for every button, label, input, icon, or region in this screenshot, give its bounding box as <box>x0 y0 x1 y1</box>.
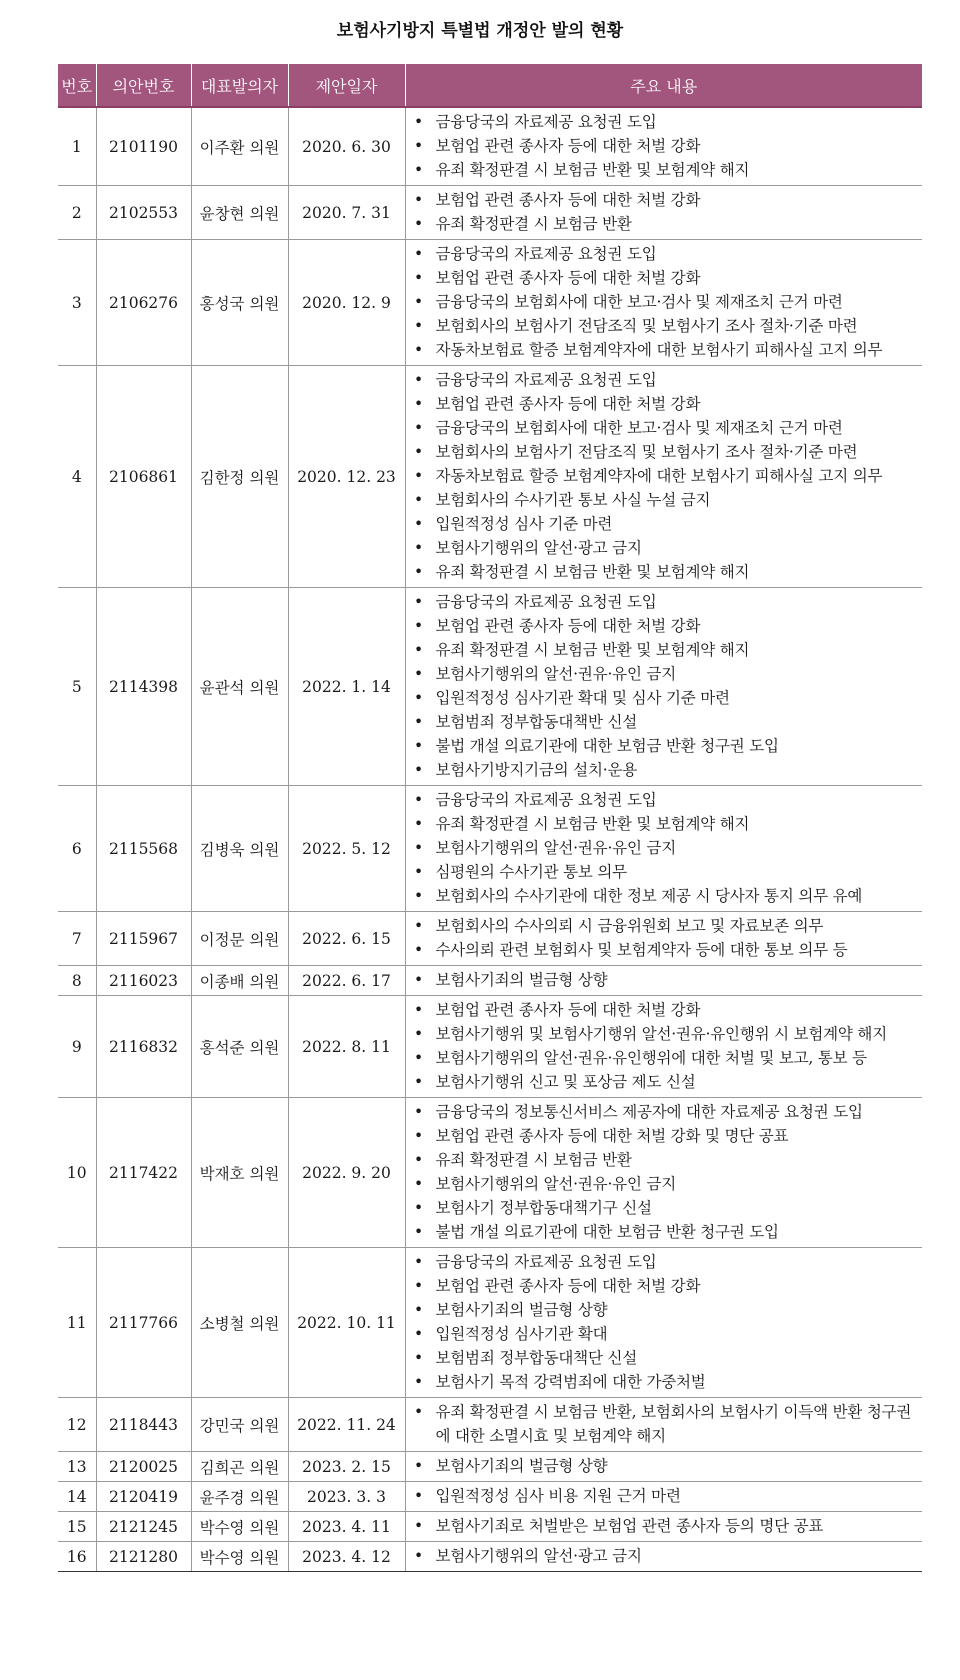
list-item <box>412 710 923 734</box>
bullet-icon: • <box>414 791 423 809</box>
bill-number: 2120419 <box>96 1482 191 1512</box>
list-item-text: 보험업 관련 종사자 등에 대한 처벌 강화 <box>435 137 701 155</box>
list-item-text: 불법 개설 의료기관에 대한 보험금 반환 청구권 도입 <box>435 737 779 755</box>
list-item <box>412 134 923 158</box>
list-item <box>412 158 923 182</box>
bullet-icon: • <box>414 1373 423 1391</box>
proposal-date: 2023. 3. 3 <box>288 1482 405 1512</box>
bullet-icon: • <box>414 761 423 779</box>
list-item <box>412 1250 923 1274</box>
header-sponsor: 대표발의자 <box>191 64 288 107</box>
table-row <box>58 240 922 366</box>
row-number: 11 <box>58 1248 96 1398</box>
list-item-text: 보험사기 정부합동대책기구 신설 <box>435 1199 652 1217</box>
list-item <box>412 1370 923 1394</box>
list-item <box>412 1400 923 1448</box>
bullet-icon: • <box>414 839 423 857</box>
bullet-icon: • <box>414 1025 423 1043</box>
row-number: 7 <box>58 912 96 966</box>
proposal-date: 2022. 1. 14 <box>288 588 405 786</box>
list-item <box>412 1148 923 1172</box>
bullet-icon: • <box>414 1301 423 1319</box>
list-item <box>412 884 923 908</box>
list-item-text: 보험업 관련 종사자 등에 대한 처벌 강화 및 명단 공표 <box>435 1127 789 1145</box>
list-item <box>412 512 923 536</box>
list-item-text: 보험사기방지기금의 설치·운용 <box>435 761 638 779</box>
bullet-icon: • <box>414 215 423 233</box>
content-list <box>406 1398 923 1451</box>
list-item <box>412 1484 923 1508</box>
list-item-text: 보험사기 목적 강력범죄에 대한 가중처벌 <box>435 1373 706 1391</box>
row-number: 15 <box>58 1512 96 1542</box>
list-item <box>412 734 923 758</box>
bullet-icon: • <box>414 443 423 461</box>
table-row <box>58 1452 922 1482</box>
list-item <box>412 1454 923 1478</box>
list-item-text: 금융당국의 자료제공 요청권 도입 <box>435 113 657 131</box>
sponsor: 박수영 의원 <box>191 1512 288 1542</box>
table-row <box>58 366 922 588</box>
list-item-text: 입원적정성 심사기관 확대 및 심사 기준 마련 <box>435 689 730 707</box>
bullet-icon: • <box>414 515 423 533</box>
list-item-text: 유죄 확정판결 시 보험금 반환 및 보험계약 해지 <box>435 815 750 833</box>
content-list <box>406 1512 923 1541</box>
sponsor: 김한정 의원 <box>191 366 288 588</box>
bill-number: 2116023 <box>96 966 191 996</box>
proposal-date: 2023. 4. 12 <box>288 1542 405 1572</box>
bullet-icon: • <box>414 191 423 209</box>
list-item-text: 보험업 관련 종사자 등에 대한 처벌 강화 <box>435 191 701 209</box>
bullet-icon: • <box>414 941 423 959</box>
bill-number: 2106276 <box>96 240 191 366</box>
list-item <box>412 338 923 362</box>
row-number: 8 <box>58 966 96 996</box>
list-item-text: 보험범죄 정부합동대책단 신설 <box>435 1349 638 1367</box>
content-list <box>406 366 923 587</box>
proposal-date: 2020. 12. 23 <box>288 366 405 588</box>
bullet-icon: • <box>414 665 423 683</box>
row-number: 5 <box>58 588 96 786</box>
content-list <box>406 1452 923 1481</box>
table-row <box>58 588 922 786</box>
main-content <box>405 966 922 996</box>
table-row <box>58 1398 922 1452</box>
bill-number: 2115967 <box>96 912 191 966</box>
main-content <box>405 1098 922 1248</box>
table-row <box>58 107 922 186</box>
table-row <box>58 1482 922 1512</box>
bill-number: 2106861 <box>96 366 191 588</box>
content-list <box>406 1098 923 1247</box>
bullet-icon: • <box>414 1049 423 1067</box>
bullet-icon: • <box>414 917 423 935</box>
proposal-date: 2023. 2. 15 <box>288 1452 405 1482</box>
list-item-text: 보험업 관련 종사자 등에 대한 처벌 강화 <box>435 617 701 635</box>
bill-number: 2115568 <box>96 786 191 912</box>
main-content <box>405 912 922 966</box>
list-item <box>412 1172 923 1196</box>
proposal-date: 2022. 11. 24 <box>288 1398 405 1452</box>
bullet-icon: • <box>414 467 423 485</box>
row-number: 10 <box>58 1098 96 1248</box>
row-number: 12 <box>58 1398 96 1452</box>
list-item-text: 보험업 관련 종사자 등에 대한 처벌 강화 <box>435 269 701 287</box>
list-item-text: 보험회사의 수사기관 통보 사실 누설 금지 <box>435 491 711 509</box>
bullet-icon: • <box>414 563 423 581</box>
list-item-text: 보험업 관련 종사자 등에 대한 처벌 강화 <box>435 395 701 413</box>
row-number: 13 <box>58 1452 96 1482</box>
list-item-text: 보험사기죄의 벌금형 상향 <box>435 1301 608 1319</box>
list-item-text: 금융당국의 자료제공 요청권 도입 <box>435 791 657 809</box>
list-item-text: 유죄 확정판결 시 보험금 반환, 보험회사의 보험사기 이득액 반환 청구권에 대한 소멸시효 및 보험계약 해지 <box>435 1403 912 1445</box>
list-item <box>412 1220 923 1244</box>
list-item-text: 보험업 관련 종사자 등에 대한 처벌 강화 <box>435 1001 701 1019</box>
list-item <box>412 188 923 212</box>
content-list <box>406 912 923 965</box>
header-proposal-date: 제안일자 <box>288 64 405 107</box>
list-item <box>412 638 923 662</box>
bullet-icon: • <box>414 1223 423 1241</box>
content-list <box>406 588 923 785</box>
list-item <box>412 812 923 836</box>
table-body <box>58 107 922 1572</box>
list-item <box>412 938 923 962</box>
main-content <box>405 588 922 786</box>
bullet-icon: • <box>414 1457 423 1475</box>
content-list <box>406 240 923 365</box>
list-item-text: 보험범죄 정부합동대책반 신설 <box>435 713 638 731</box>
row-number: 16 <box>58 1542 96 1572</box>
list-item <box>412 464 923 488</box>
proposal-date: 2022. 5. 12 <box>288 786 405 912</box>
sponsor: 이주환 의원 <box>191 107 288 186</box>
main-content <box>405 786 922 912</box>
header-bill-number: 의안번호 <box>96 64 191 107</box>
bill-number: 2102553 <box>96 186 191 240</box>
list-item-text: 유죄 확정판결 시 보험금 반환 및 보험계약 해지 <box>435 161 750 179</box>
list-item-text: 보험회사의 수사기관에 대한 정보 제공 시 당사자 통지 의무 유예 <box>435 887 863 905</box>
list-item <box>412 416 923 440</box>
row-number: 6 <box>58 786 96 912</box>
list-item <box>412 860 923 884</box>
list-item-text: 보험사기행위의 알선·권유·유인 금지 <box>435 1175 677 1193</box>
main-content <box>405 107 922 186</box>
sponsor: 윤관석 의원 <box>191 588 288 786</box>
table-row <box>58 1542 922 1572</box>
row-number: 2 <box>58 186 96 240</box>
list-item-text: 보험회사의 보험사기 전담조직 및 보험사기 조사 절차·기준 마련 <box>435 443 858 461</box>
list-item-text: 보험회사의 수사의뢰 시 금융위원회 보고 및 자료보존 의무 <box>435 917 824 935</box>
row-number: 1 <box>58 107 96 186</box>
list-item-text: 금융당국의 자료제공 요청권 도입 <box>435 245 657 263</box>
content-list <box>406 1248 923 1397</box>
bullet-icon: • <box>414 1325 423 1343</box>
bullet-icon: • <box>414 1277 423 1295</box>
main-content <box>405 1512 922 1542</box>
sponsor: 이종배 의원 <box>191 966 288 996</box>
bullet-icon: • <box>414 539 423 557</box>
sponsor: 홍성국 의원 <box>191 240 288 366</box>
content-list <box>406 786 923 911</box>
list-item <box>412 560 923 584</box>
bullet-icon: • <box>414 419 423 437</box>
row-number: 4 <box>58 366 96 588</box>
main-content <box>405 1542 922 1572</box>
list-item-text: 보험사기행위의 알선·권유·유인 금지 <box>435 839 677 857</box>
bullet-icon: • <box>414 269 423 287</box>
list-item <box>412 1322 923 1346</box>
list-item <box>412 242 923 266</box>
bullet-icon: • <box>414 1175 423 1193</box>
list-item <box>412 788 923 812</box>
list-item <box>412 488 923 512</box>
list-item-text: 보험사기죄로 처벌받은 보험업 관련 종사자 등의 명단 공표 <box>435 1517 824 1535</box>
bill-number: 2114398 <box>96 588 191 786</box>
proposal-date: 2020. 6. 30 <box>288 107 405 186</box>
bullet-icon: • <box>414 1103 423 1121</box>
bullet-icon: • <box>414 161 423 179</box>
table-header <box>58 64 922 107</box>
sponsor: 박수영 의원 <box>191 1542 288 1572</box>
bullet-icon: • <box>414 1487 423 1505</box>
bill-number: 2121280 <box>96 1542 191 1572</box>
proposal-date: 2022. 9. 20 <box>288 1098 405 1248</box>
bullet-icon: • <box>414 887 423 905</box>
main-content <box>405 1452 922 1482</box>
bullet-icon: • <box>414 815 423 833</box>
table-row <box>58 996 922 1098</box>
list-item-text: 보험사기행위의 알선·권유·유인 금지 <box>435 665 677 683</box>
bill-status-table <box>58 64 922 1572</box>
sponsor: 강민국 의원 <box>191 1398 288 1452</box>
content-list <box>406 966 923 995</box>
header-row <box>58 64 922 107</box>
list-item-text: 보험사기행위의 알선·권유·유인행위에 대한 처벌 및 보고, 통보 등 <box>435 1049 867 1067</box>
main-content <box>405 366 922 588</box>
header-main-content: 주요 내용 <box>405 64 922 107</box>
bullet-icon: • <box>414 1127 423 1145</box>
row-number: 3 <box>58 240 96 366</box>
content-list <box>406 186 923 239</box>
row-number: 9 <box>58 996 96 1098</box>
bullet-icon: • <box>414 1403 423 1421</box>
table-row <box>58 1248 922 1398</box>
list-item <box>412 1070 923 1094</box>
list-item-text: 금융당국의 정보통신서비스 제공자에 대한 자료제공 요청권 도입 <box>435 1103 863 1121</box>
content-list <box>406 1482 923 1511</box>
list-item <box>412 290 923 314</box>
list-item <box>412 1022 923 1046</box>
bullet-icon: • <box>414 341 423 359</box>
list-item <box>412 836 923 860</box>
bullet-icon: • <box>414 1547 423 1565</box>
bullet-icon: • <box>414 1349 423 1367</box>
bill-number: 2120025 <box>96 1452 191 1482</box>
main-content <box>405 186 922 240</box>
list-item-text: 보험사기죄의 벌금형 상향 <box>435 1457 608 1475</box>
main-content <box>405 240 922 366</box>
bill-number: 2116832 <box>96 996 191 1098</box>
bill-number: 2117766 <box>96 1248 191 1398</box>
list-item-text: 금융당국의 보험회사에 대한 보고·검사 및 제재조치 근거 마련 <box>435 293 843 311</box>
list-item-text: 보험사기죄의 벌금형 상향 <box>435 971 608 989</box>
list-item-text: 보험사기행위의 알선·광고 금지 <box>435 539 642 557</box>
bullet-icon: • <box>414 1001 423 1019</box>
list-item-text: 보험사기행위 신고 및 포상금 제도 신설 <box>435 1073 696 1091</box>
bullet-icon: • <box>414 245 423 263</box>
main-content <box>405 1398 922 1452</box>
bullet-icon: • <box>414 317 423 335</box>
main-content <box>405 996 922 1098</box>
bullet-icon: • <box>414 689 423 707</box>
list-item-text: 금융당국의 자료제공 요청권 도입 <box>435 371 657 389</box>
table-row <box>58 1512 922 1542</box>
table-row <box>58 912 922 966</box>
bullet-icon: • <box>414 293 423 311</box>
list-item <box>412 110 923 134</box>
list-item <box>412 440 923 464</box>
document-title: 보험사기방지 특별법 개정안 발의 현황 <box>336 21 624 41</box>
bullet-icon: • <box>414 641 423 659</box>
sponsor: 소병철 의원 <box>191 1248 288 1398</box>
list-item <box>412 758 923 782</box>
list-item-text: 자동차보험료 할증 보험계약자에 대한 보험사기 피해사실 고지 의무 <box>435 341 883 359</box>
bullet-icon: • <box>414 863 423 881</box>
proposal-date: 2023. 4. 11 <box>288 1512 405 1542</box>
bullet-icon: • <box>414 1517 423 1535</box>
header-number: 번호 <box>58 64 96 107</box>
bullet-icon: • <box>414 713 423 731</box>
content-list <box>406 996 923 1097</box>
list-item <box>412 1196 923 1220</box>
list-item <box>412 1298 923 1322</box>
list-item <box>412 392 923 416</box>
list-item-text: 유죄 확정판결 시 보험금 반환 <box>435 215 632 233</box>
list-item <box>412 662 923 686</box>
bullet-icon: • <box>414 1151 423 1169</box>
list-item <box>412 1274 923 1298</box>
content-list <box>406 108 923 185</box>
sponsor: 박재호 의원 <box>191 1098 288 1248</box>
bullet-icon: • <box>414 137 423 155</box>
list-item-text: 보험업 관련 종사자 등에 대한 처벌 강화 <box>435 1277 701 1295</box>
bill-number: 2118443 <box>96 1398 191 1452</box>
bill-number: 2121245 <box>96 1512 191 1542</box>
sponsor: 김병욱 의원 <box>191 786 288 912</box>
bullet-icon: • <box>414 737 423 755</box>
list-item-text: 입원적정성 심사 비용 지원 근거 마련 <box>435 1487 681 1505</box>
table-row <box>58 786 922 912</box>
list-item <box>412 968 923 992</box>
sponsor: 김희곤 의원 <box>191 1452 288 1482</box>
table-row <box>58 966 922 996</box>
bullet-icon: • <box>414 113 423 131</box>
list-item <box>412 212 923 236</box>
list-item <box>412 536 923 560</box>
bullet-icon: • <box>414 617 423 635</box>
proposal-date: 2020. 7. 31 <box>288 186 405 240</box>
bullet-icon: • <box>414 971 423 989</box>
list-item-text: 수사의뢰 관련 보험회사 및 보험계약자 등에 대한 통보 의무 등 <box>435 941 848 959</box>
list-item-text: 입원적정성 심사기관 확대 <box>435 1325 608 1343</box>
list-item <box>412 590 923 614</box>
row-number: 14 <box>58 1482 96 1512</box>
bullet-icon: • <box>414 1199 423 1217</box>
list-item <box>412 1514 923 1538</box>
list-item <box>412 1124 923 1148</box>
proposal-date: 2022. 10. 11 <box>288 1248 405 1398</box>
list-item-text: 심평원의 수사기관 통보 의무 <box>435 863 627 881</box>
list-item <box>412 1346 923 1370</box>
list-item-text: 불법 개설 의료기관에 대한 보험금 반환 청구권 도입 <box>435 1223 779 1241</box>
bullet-icon: • <box>414 1073 423 1091</box>
proposal-date: 2022. 8. 11 <box>288 996 405 1098</box>
list-item <box>412 1544 923 1568</box>
list-item <box>412 1100 923 1124</box>
list-item-text: 유죄 확정판결 시 보험금 반환 <box>435 1151 632 1169</box>
bullet-icon: • <box>414 593 423 611</box>
bullet-icon: • <box>414 371 423 389</box>
main-content <box>405 1482 922 1512</box>
list-item <box>412 998 923 1022</box>
list-item-text: 입원적정성 심사 기준 마련 <box>435 515 613 533</box>
sponsor: 윤주경 의원 <box>191 1482 288 1512</box>
bullet-icon: • <box>414 395 423 413</box>
list-item <box>412 914 923 938</box>
list-item <box>412 614 923 638</box>
main-content <box>405 1248 922 1398</box>
proposal-date: 2020. 12. 9 <box>288 240 405 366</box>
list-item-text: 유죄 확정판결 시 보험금 반환 및 보험계약 해지 <box>435 563 750 581</box>
list-item <box>412 686 923 710</box>
sponsor: 홍석준 의원 <box>191 996 288 1098</box>
list-item-text: 보험사기행위의 알선·광고 금지 <box>435 1547 642 1565</box>
list-item <box>412 368 923 392</box>
list-item-text: 보험사기행위 및 보험사기행위 알선·권유·유인행위 시 보험계약 해지 <box>435 1025 887 1043</box>
list-item-text: 금융당국의 자료제공 요청권 도입 <box>435 1253 657 1271</box>
table-row <box>58 186 922 240</box>
list-item <box>412 1046 923 1070</box>
sponsor: 윤창현 의원 <box>191 186 288 240</box>
bill-number: 2101190 <box>96 107 191 186</box>
proposal-date: 2022. 6. 15 <box>288 912 405 966</box>
content-list <box>406 1542 923 1571</box>
bill-number: 2117422 <box>96 1098 191 1248</box>
bullet-icon: • <box>414 1253 423 1271</box>
list-item-text: 유죄 확정판결 시 보험금 반환 및 보험계약 해지 <box>435 641 750 659</box>
proposal-date: 2022. 6. 17 <box>288 966 405 996</box>
list-item <box>412 266 923 290</box>
bullet-icon: • <box>414 491 423 509</box>
sponsor: 이정문 의원 <box>191 912 288 966</box>
table-row <box>58 1098 922 1248</box>
list-item-text: 자동차보험료 할증 보험계약자에 대한 보험사기 피해사실 고지 의무 <box>435 467 883 485</box>
list-item <box>412 314 923 338</box>
list-item-text: 보험회사의 보험사기 전담조직 및 보험사기 조사 절차·기준 마련 <box>435 317 858 335</box>
list-item-text: 금융당국의 자료제공 요청권 도입 <box>435 593 657 611</box>
list-item-text: 금융당국의 보험회사에 대한 보고·검사 및 제재조치 근거 마련 <box>435 419 843 437</box>
